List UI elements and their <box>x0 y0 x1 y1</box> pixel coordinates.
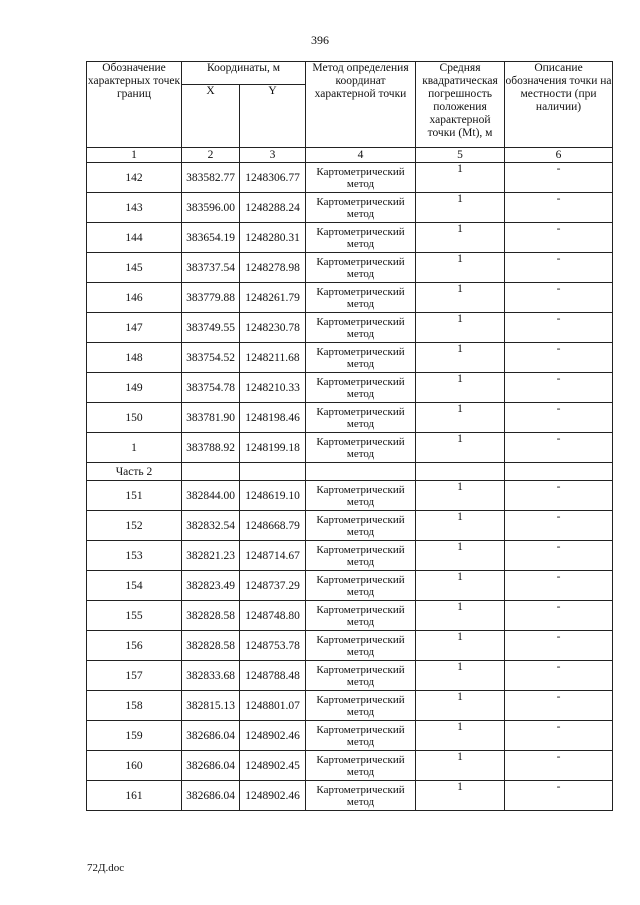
method-cell: Картометрический метод <box>306 433 416 463</box>
header-y: Y <box>240 85 306 148</box>
part-divider <box>87 463 613 481</box>
table-body-part-2 <box>87 481 613 811</box>
coord-y: 1248788.48 <box>240 661 306 691</box>
description-cell: - <box>505 481 613 511</box>
coord-y: 1248714.67 <box>240 541 306 571</box>
method-cell: Картометрический метод <box>306 661 416 691</box>
column-number: 5 <box>416 148 505 163</box>
table-row <box>87 373 613 403</box>
coord-x: 383788.92 <box>182 433 240 463</box>
point-id: 155 <box>87 601 182 631</box>
coord-x: 382686.04 <box>182 781 240 811</box>
description-cell: - <box>505 571 613 601</box>
coordinates-table <box>86 61 613 811</box>
point-id: 158 <box>87 691 182 721</box>
point-id: 1 <box>87 433 182 463</box>
accuracy-cell: 1 <box>416 751 505 781</box>
coord-x: 383781.90 <box>182 403 240 433</box>
coord-x: 382833.68 <box>182 661 240 691</box>
table-row <box>87 253 613 283</box>
accuracy-cell: 1 <box>416 253 505 283</box>
description-cell: - <box>505 601 613 631</box>
column-number: 1 <box>87 148 182 163</box>
accuracy-cell: 1 <box>416 511 505 541</box>
coord-x: 383749.55 <box>182 313 240 343</box>
point-id: 152 <box>87 511 182 541</box>
table-row <box>87 343 613 373</box>
description-cell: - <box>505 781 613 811</box>
table-row <box>87 481 613 511</box>
description-cell: - <box>505 721 613 751</box>
point-id: 142 <box>87 163 182 193</box>
column-number: 3 <box>240 148 306 163</box>
coord-x: 383754.52 <box>182 343 240 373</box>
table-row <box>87 511 613 541</box>
method-cell: Картометрический метод <box>306 223 416 253</box>
method-cell: Картометрический метод <box>306 193 416 223</box>
table-row <box>87 313 613 343</box>
document-filename: 72Д.doc <box>87 862 125 874</box>
description-cell: - <box>505 631 613 661</box>
table-body-part-1 <box>87 163 613 463</box>
table-row <box>87 433 613 463</box>
coord-x: 382686.04 <box>182 751 240 781</box>
coord-x: 383779.88 <box>182 283 240 313</box>
coord-x: 382828.58 <box>182 631 240 661</box>
coord-y: 1248753.78 <box>240 631 306 661</box>
accuracy-cell: 1 <box>416 373 505 403</box>
coord-y: 1248619.10 <box>240 481 306 511</box>
coord-x: 382844.00 <box>182 481 240 511</box>
page-number: 396 <box>311 33 329 47</box>
coord-y: 1248230.78 <box>240 313 306 343</box>
coord-y: 1248801.07 <box>240 691 306 721</box>
table-row <box>87 193 613 223</box>
point-id: 160 <box>87 751 182 781</box>
method-cell: Картометрический метод <box>306 721 416 751</box>
point-id: 151 <box>87 481 182 511</box>
header-designation: Обозначение характерных точек границ <box>87 62 182 148</box>
coord-x: 383654.19 <box>182 223 240 253</box>
accuracy-cell: 1 <box>416 691 505 721</box>
point-id: 144 <box>87 223 182 253</box>
description-cell: - <box>505 751 613 781</box>
description-cell: - <box>505 373 613 403</box>
method-cell: Картометрический метод <box>306 511 416 541</box>
description-cell: - <box>505 313 613 343</box>
table-row <box>87 223 613 253</box>
column-number: 2 <box>182 148 240 163</box>
coord-y: 1248198.46 <box>240 403 306 433</box>
table-row <box>87 163 613 193</box>
coord-y: 1248737.29 <box>240 571 306 601</box>
method-cell: Картометрический метод <box>306 343 416 373</box>
method-cell: Картометрический метод <box>306 313 416 343</box>
description-cell: - <box>505 691 613 721</box>
point-id: 148 <box>87 343 182 373</box>
accuracy-cell: 1 <box>416 223 505 253</box>
method-cell: Картометрический метод <box>306 691 416 721</box>
method-cell: Картометрический метод <box>306 601 416 631</box>
coord-y: 1248306.77 <box>240 163 306 193</box>
method-cell: Картометрический метод <box>306 571 416 601</box>
coord-y: 1248902.46 <box>240 721 306 751</box>
accuracy-cell: 1 <box>416 721 505 751</box>
header-method: Метод определения координат характерной точки <box>306 62 416 148</box>
point-id: 147 <box>87 313 182 343</box>
part-label: Часть 2 <box>87 463 182 481</box>
coord-y: 1248280.31 <box>240 223 306 253</box>
description-cell: - <box>505 163 613 193</box>
coord-x: 382815.13 <box>182 691 240 721</box>
accuracy-cell: 1 <box>416 481 505 511</box>
accuracy-cell: 1 <box>416 571 505 601</box>
description-cell: - <box>505 511 613 541</box>
description-cell: - <box>505 403 613 433</box>
description-cell: - <box>505 541 613 571</box>
header-description: Описание обозначения точки на местности (при наличии) <box>505 62 613 148</box>
description-cell: - <box>505 193 613 223</box>
coord-x: 383737.54 <box>182 253 240 283</box>
point-id: 146 <box>87 283 182 313</box>
coord-x: 382823.49 <box>182 571 240 601</box>
coord-y: 1248668.79 <box>240 511 306 541</box>
column-number: 6 <box>505 148 613 163</box>
coord-y: 1248261.79 <box>240 283 306 313</box>
accuracy-cell: 1 <box>416 313 505 343</box>
description-cell: - <box>505 661 613 691</box>
coord-y: 1248902.45 <box>240 751 306 781</box>
method-cell: Картометрический метод <box>306 631 416 661</box>
method-cell: Картометрический метод <box>306 283 416 313</box>
table-row <box>87 781 613 811</box>
coord-y: 1248278.98 <box>240 253 306 283</box>
coord-y: 1248902.46 <box>240 781 306 811</box>
accuracy-cell: 1 <box>416 163 505 193</box>
coord-y: 1248748.80 <box>240 601 306 631</box>
point-id: 157 <box>87 661 182 691</box>
accuracy-cell: 1 <box>416 433 505 463</box>
point-id: 159 <box>87 721 182 751</box>
table-row <box>87 403 613 433</box>
table-row <box>87 751 613 781</box>
table-row <box>87 721 613 751</box>
description-cell: - <box>505 253 613 283</box>
description-cell: - <box>505 283 613 313</box>
description-cell: - <box>505 433 613 463</box>
coord-x: 383596.00 <box>182 193 240 223</box>
table-row <box>87 691 613 721</box>
table-row <box>87 283 613 313</box>
table-row <box>87 571 613 601</box>
accuracy-cell: 1 <box>416 193 505 223</box>
method-cell: Картометрический метод <box>306 373 416 403</box>
point-id: 161 <box>87 781 182 811</box>
point-id: 149 <box>87 373 182 403</box>
method-cell: Картометрический метод <box>306 751 416 781</box>
coord-x: 383582.77 <box>182 163 240 193</box>
accuracy-cell: 1 <box>416 343 505 373</box>
table-row <box>87 631 613 661</box>
coord-y: 1248288.24 <box>240 193 306 223</box>
column-number: 4 <box>306 148 416 163</box>
coord-x: 383754.78 <box>182 373 240 403</box>
description-cell: - <box>505 343 613 373</box>
method-cell: Картометрический метод <box>306 253 416 283</box>
point-id: 143 <box>87 193 182 223</box>
point-id: 154 <box>87 571 182 601</box>
header-accuracy: Средняя квадратическая погрешность положения характерной точки (Mt), м <box>416 62 505 148</box>
coord-x: 382832.54 <box>182 511 240 541</box>
point-id: 145 <box>87 253 182 283</box>
accuracy-cell: 1 <box>416 781 505 811</box>
header-coordinates: Координаты, м <box>182 62 306 85</box>
table-row <box>87 541 613 571</box>
method-cell: Картометрический метод <box>306 403 416 433</box>
point-id: 150 <box>87 403 182 433</box>
coord-y: 1248211.68 <box>240 343 306 373</box>
coord-x: 382821.23 <box>182 541 240 571</box>
accuracy-cell: 1 <box>416 631 505 661</box>
coord-y: 1248199.18 <box>240 433 306 463</box>
point-id: 156 <box>87 631 182 661</box>
description-cell: - <box>505 223 613 253</box>
point-id: 153 <box>87 541 182 571</box>
accuracy-cell: 1 <box>416 283 505 313</box>
accuracy-cell: 1 <box>416 601 505 631</box>
method-cell: Картометрический метод <box>306 541 416 571</box>
accuracy-cell: 1 <box>416 661 505 691</box>
accuracy-cell: 1 <box>416 403 505 433</box>
method-cell: Картометрический метод <box>306 163 416 193</box>
accuracy-cell: 1 <box>416 541 505 571</box>
coord-y: 1248210.33 <box>240 373 306 403</box>
table-row <box>87 661 613 691</box>
coord-x: 382828.58 <box>182 601 240 631</box>
method-cell: Картометрический метод <box>306 781 416 811</box>
header-x: X <box>182 85 240 148</box>
coord-x: 382686.04 <box>182 721 240 751</box>
table-row <box>87 601 613 631</box>
method-cell: Картометрический метод <box>306 481 416 511</box>
